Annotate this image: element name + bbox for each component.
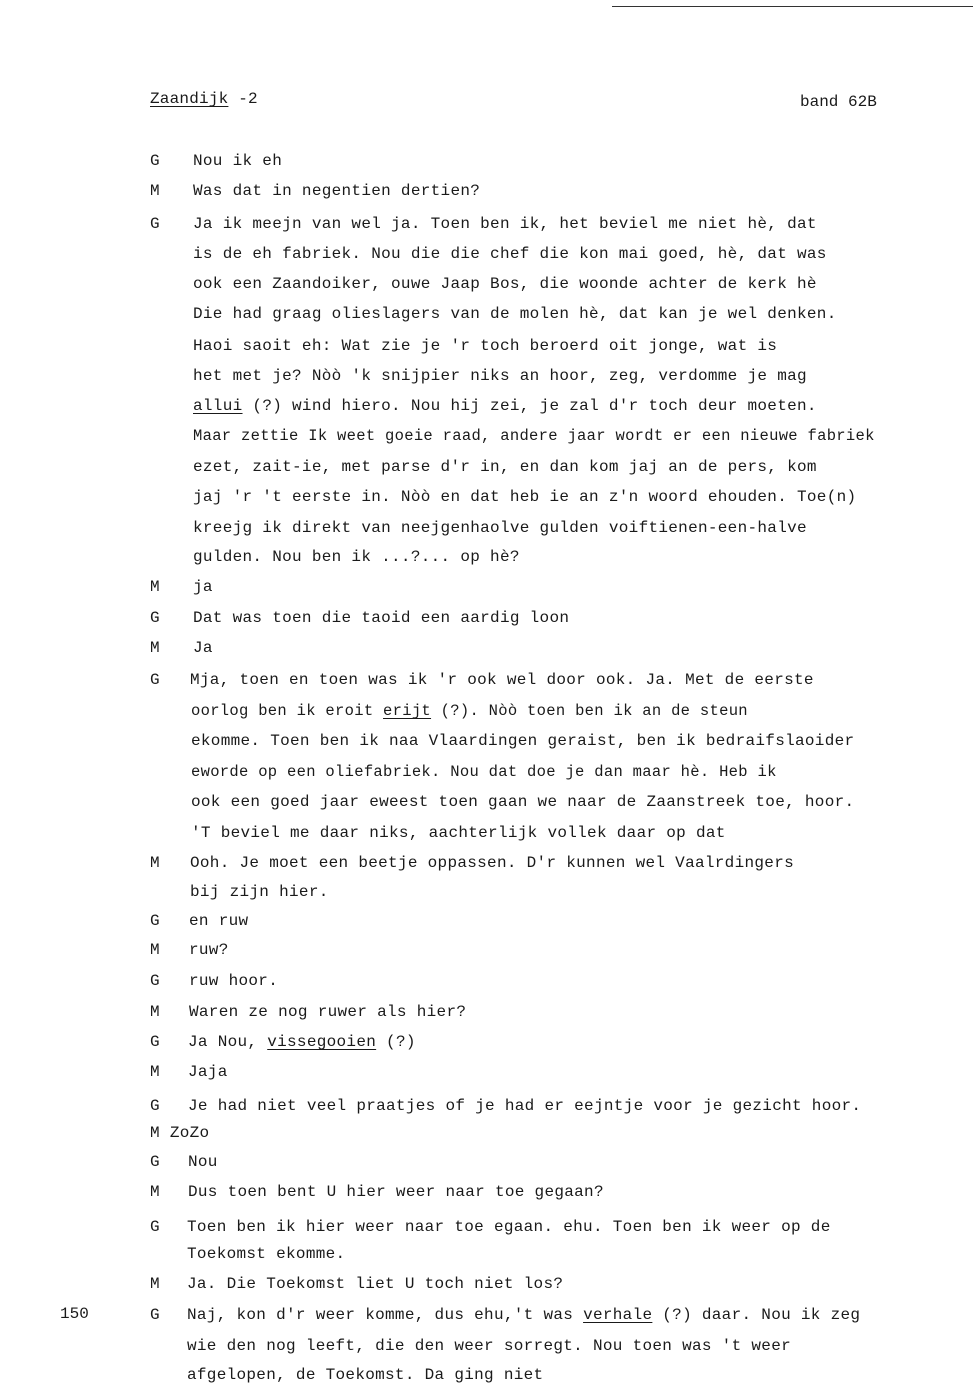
transcript-line bbox=[193, 458, 817, 476]
transcript-line bbox=[188, 1063, 228, 1081]
line-text: ja bbox=[193, 578, 213, 596]
speaker-label: G bbox=[150, 609, 160, 627]
transcript-line bbox=[190, 883, 329, 901]
line-text: (?). Nòò toen ben ik an de steun bbox=[431, 702, 748, 720]
transcript-line bbox=[189, 912, 248, 930]
transcript-line bbox=[191, 732, 854, 750]
speaker-label: G bbox=[150, 912, 160, 930]
transcript-line bbox=[190, 854, 794, 872]
speaker-label: G bbox=[150, 1097, 160, 1115]
line-text: 'T beviel me daar niks, aachterlijk vollek daar op dat bbox=[191, 824, 726, 842]
transcript-line bbox=[193, 519, 807, 537]
transcript-line bbox=[193, 305, 837, 323]
line-text: oorlog ben ik eroit bbox=[191, 702, 384, 720]
line-text: eworde op een oliefabriek. Nou dat doe je dan maar hè. Heb ik bbox=[191, 763, 777, 781]
speaker-label: G bbox=[150, 1306, 160, 1324]
transcript-line bbox=[193, 488, 856, 506]
transcript-line bbox=[193, 609, 569, 627]
transcript-line bbox=[150, 1124, 209, 1142]
line-text: Je had niet veel praatjes of je had er eejntje voor je gezicht hoor. bbox=[188, 1097, 862, 1115]
transcript-line bbox=[193, 152, 282, 170]
transcript-line bbox=[187, 1337, 791, 1355]
speaker-label: M bbox=[150, 1124, 170, 1142]
transcript-line bbox=[187, 1275, 563, 1293]
line-text: en ruw bbox=[189, 912, 249, 930]
transcript-line bbox=[193, 245, 827, 263]
transcript-line bbox=[191, 793, 854, 811]
underlined-uncertain-word: erijt bbox=[383, 702, 432, 720]
line-text: wie den nog leeft, die den weer sorregt. Nou toen was 't weer bbox=[187, 1337, 791, 1355]
line-text: ZoZo bbox=[169, 1124, 210, 1142]
transcript-line bbox=[193, 367, 807, 385]
speaker-label: G bbox=[150, 215, 160, 233]
transcript-line bbox=[188, 1153, 218, 1171]
transcript-line bbox=[193, 182, 480, 200]
transcript-line bbox=[187, 1245, 345, 1263]
underlined-uncertain-word: allui bbox=[193, 397, 243, 415]
line-text: Ja bbox=[193, 639, 213, 657]
speaker-label: M bbox=[150, 854, 160, 872]
line-text: Ja Nou, bbox=[188, 1033, 268, 1051]
transcript-line bbox=[188, 1097, 861, 1115]
line-text: ook een goed jaar eweest toen gaan we naar de Zaanstreek toe, hoor. bbox=[191, 793, 855, 811]
transcript-line bbox=[193, 275, 817, 293]
line-text: Haoi saoit eh: Wat zie je 'r toch beroerd oit jonge, wat is bbox=[193, 337, 778, 355]
line-text: Ooh. Je moet een beetje oppassen. D'r kunnen wel Vaalrdingers bbox=[190, 854, 794, 872]
line-text: is de eh fabriek. Nou die die chef die kon mai goed, hè, dat was bbox=[193, 245, 827, 263]
transcript-line bbox=[188, 1183, 604, 1201]
speaker-label: G bbox=[150, 1218, 160, 1236]
transcript-line bbox=[193, 548, 520, 566]
line-text: het met je? Nòò 'k snijpier niks an hoor, zeg, verdomme je mag bbox=[193, 367, 807, 385]
line-text: Toen ben ik hier weer naar toe egaan. ehu. Toen ben ik weer op de bbox=[187, 1218, 831, 1236]
transcript-line bbox=[189, 972, 278, 990]
line-text: ruw? bbox=[189, 941, 229, 959]
transcript-line bbox=[189, 941, 229, 959]
line-text: Nou ik eh bbox=[193, 152, 283, 170]
transcript-line bbox=[187, 1366, 543, 1384]
transcript-line bbox=[191, 763, 777, 781]
line-text: Ja ik meejn van wel ja. Toen ben ik, het beviel me niet hè, dat bbox=[193, 215, 817, 233]
line-text: (?) bbox=[376, 1033, 416, 1051]
transcript-line bbox=[193, 639, 213, 657]
speaker-label: G bbox=[150, 1033, 160, 1051]
transcript-line bbox=[188, 1033, 416, 1051]
page-header-title bbox=[150, 90, 258, 108]
transcript-line bbox=[193, 397, 817, 415]
line-text: Dus toen bent U hier weer naar toe gegaan? bbox=[188, 1183, 604, 1201]
line-text: Waren ze nog ruwer als hier? bbox=[189, 1003, 467, 1021]
speaker-label: G bbox=[150, 972, 160, 990]
transcript-line bbox=[187, 1306, 860, 1324]
place-name: Zaandijk bbox=[150, 90, 229, 108]
line-text: bij zijn hier. bbox=[190, 883, 329, 901]
line-text: ezet, zait-ie, met parse d'r in, en dan kom jaj an de pers, kom bbox=[193, 458, 817, 476]
line-text: Mja, toen en toen was ik 'r ook wel door ook. Ja. Met de eerste bbox=[190, 671, 814, 689]
line-text: (?) daar. Nou ik zeg bbox=[652, 1306, 861, 1324]
line-text: Ja. Die Toekomst liet U toch niet los? bbox=[187, 1275, 564, 1293]
line-text: Nou bbox=[188, 1153, 218, 1171]
transcript-line bbox=[187, 1218, 831, 1236]
line-text: Toekomst ekomme. bbox=[187, 1245, 346, 1263]
speaker-label: M bbox=[150, 1183, 160, 1201]
line-text: Die had graag olieslagers van de molen hè, dat kan je wel denken. bbox=[193, 305, 837, 323]
line-text: Jaja bbox=[188, 1063, 228, 1081]
speaker-label: M bbox=[150, 639, 160, 657]
line-text: Naj, kon d'r weer komme, dus ehu,'t was bbox=[187, 1306, 584, 1324]
line-text: Maar zettie Ik weet goeie raad, andere jaar wordt er een nieuwe fabriek bbox=[193, 427, 875, 445]
line-text: Dat was toen die taoid een aardig loon bbox=[193, 609, 570, 627]
speaker-label: M bbox=[150, 1063, 160, 1081]
top-rule bbox=[612, 6, 973, 7]
line-text: ruw hoor. bbox=[189, 972, 279, 990]
transcript-line bbox=[193, 427, 875, 445]
speaker-label: G bbox=[150, 152, 160, 170]
line-text: kreejg ik direkt van neejgenhaolve gulden voiftienen-een-halve bbox=[193, 519, 807, 537]
line-text: ekomme. Toen ben ik naa Vlaardingen geraist, ben ik bedraifslaoider bbox=[191, 732, 855, 750]
line-text: gulden. Nou ben ik ...?... op hè? bbox=[193, 548, 520, 566]
speaker-label: M bbox=[150, 182, 160, 200]
speaker-label: M bbox=[150, 1003, 160, 1021]
band-label: band 62B bbox=[800, 93, 877, 111]
underlined-uncertain-word: vissegooien bbox=[267, 1033, 377, 1051]
underlined-uncertain-word: verhale bbox=[583, 1306, 653, 1324]
speaker-label: G bbox=[150, 1153, 160, 1171]
line-text: jaj 'r 't eerste in. Nòò en dat heb ie an z'n woord ehouden. Toe(n) bbox=[193, 488, 857, 506]
transcript-line bbox=[190, 671, 814, 689]
line-text: (?) wind hiero. Nou hij zei, je zal d'r toch deur moeten. bbox=[242, 397, 817, 415]
page-suffix: -2 bbox=[228, 90, 258, 108]
line-text: afgelopen, de Toekomst. Da ging niet bbox=[187, 1366, 544, 1384]
transcript-line bbox=[193, 215, 817, 233]
transcript-line bbox=[193, 578, 213, 596]
speaker-label: M bbox=[150, 941, 160, 959]
transcript-line bbox=[191, 824, 726, 842]
transcript-line bbox=[189, 1003, 466, 1021]
transcript-line bbox=[191, 702, 748, 720]
line-text: ook een Zaandoiker, ouwe Jaap Bos, die woonde achter de kerk hè bbox=[193, 275, 817, 293]
transcript-line bbox=[193, 337, 777, 355]
speaker-label: M bbox=[150, 578, 160, 596]
speaker-label: G bbox=[150, 671, 160, 689]
line-text: Was dat in negentien dertien? bbox=[193, 182, 481, 200]
margin-line-number: 150 bbox=[60, 1305, 89, 1323]
speaker-label: M bbox=[150, 1275, 160, 1293]
